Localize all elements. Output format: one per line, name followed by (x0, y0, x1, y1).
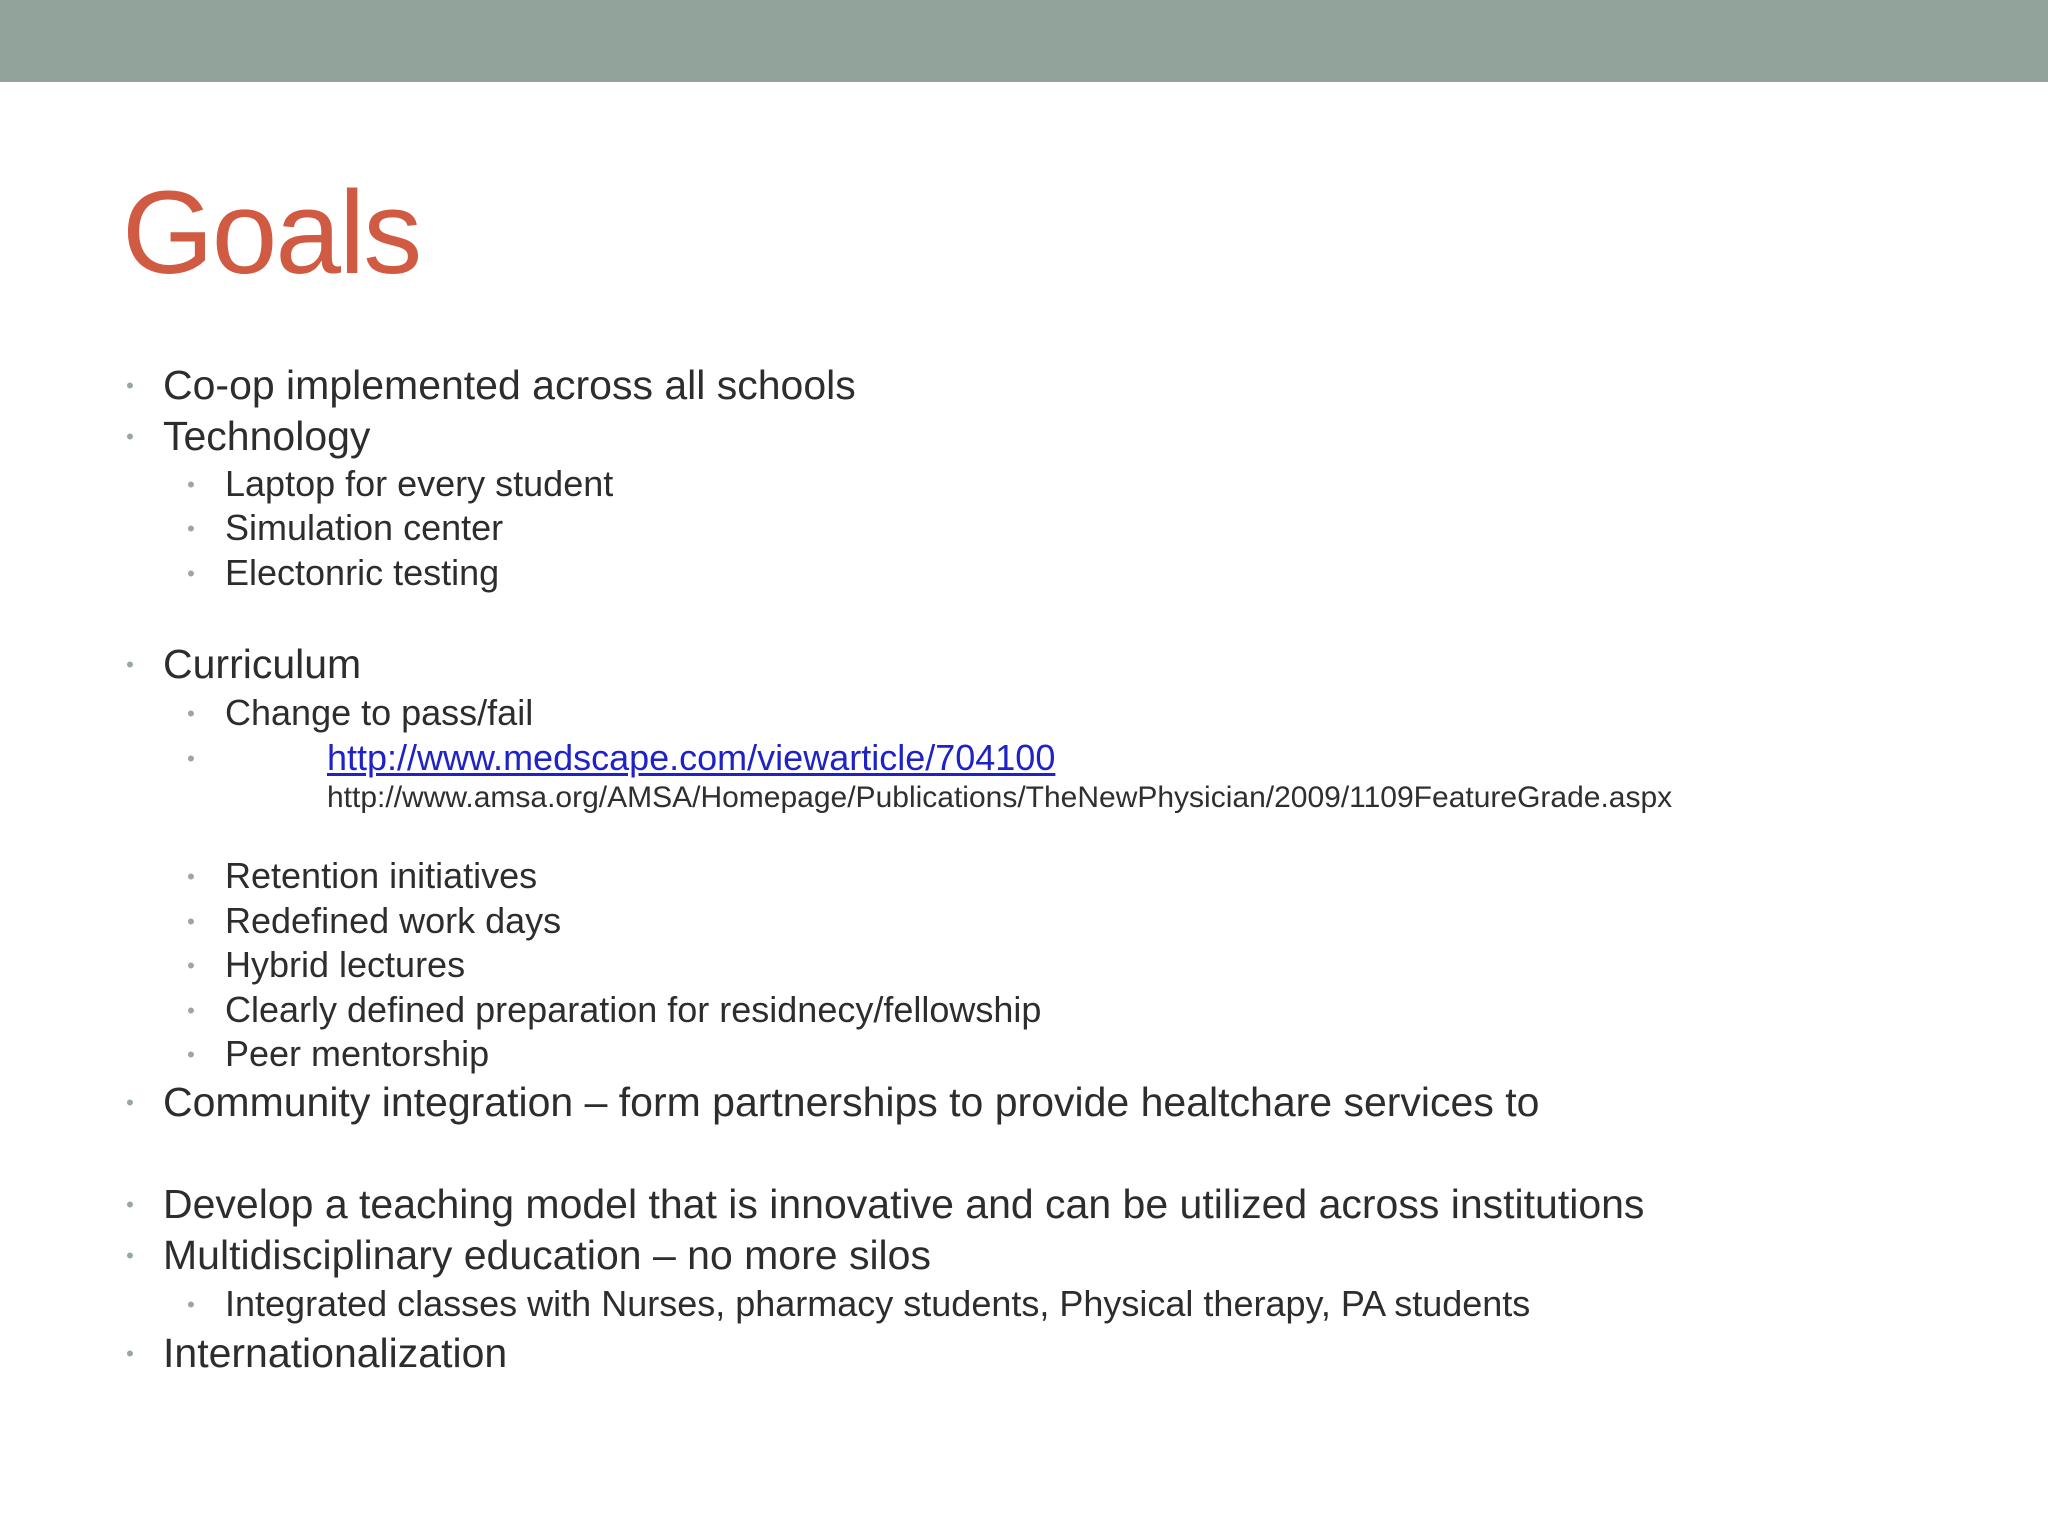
bullet-item-coop: Co-op implemented across all schools (163, 362, 856, 408)
bullet-dot-icon: • (126, 1090, 134, 1115)
bullet-item-community: Community integration – form partnerships to provide healtchare services to (163, 1079, 1540, 1125)
sub-item-hybrid-lectures: Hybrid lectures (225, 944, 466, 985)
sub-bullet-dot-icon: • (187, 472, 195, 497)
sub-item-pass-fail: Change to pass/fail (225, 692, 534, 733)
medscape-link[interactable]: http://www.medscape.com/viewarticle/704100 (327, 737, 1056, 778)
sub-item-retention: Retention initiatives (225, 855, 538, 896)
bullet-item-technology: Technology (163, 413, 371, 459)
sub-item-testing: Electonric testing (225, 552, 500, 593)
bullet-dot-icon: • (126, 1243, 134, 1268)
sub-bullet-dot-icon: • (187, 864, 195, 889)
sub-bullet-dot-icon: • (187, 909, 195, 934)
bullet-item-internationalization: Internationalization (163, 1330, 508, 1376)
bullet-dot-icon: • (126, 652, 134, 677)
sub-item-residency-prep: Clearly defined preparation for residnecy/fellowship (225, 989, 1042, 1030)
bullet-dot-icon: • (126, 1192, 134, 1217)
sub-bullet-dot-icon: • (187, 953, 195, 978)
sub-item-peer-mentorship: Peer mentorship (225, 1033, 490, 1074)
bullet-item-teaching-model: Develop a teaching model that is innovative and can be utilized across institutions (163, 1181, 1645, 1227)
top-accent-bar (0, 0, 2048, 82)
sub-bullet-dot-icon: • (187, 746, 195, 771)
sub-bullet-dot-icon: • (187, 1042, 195, 1067)
sub-item-simulation: Simulation center (225, 507, 504, 548)
bullet-item-multidisciplinary: Multidisciplinary education – no more silos (163, 1232, 931, 1278)
bullet-dot-icon: • (126, 373, 134, 398)
bullet-dot-icon: • (126, 1341, 134, 1366)
bullet-item-curriculum: Curriculum (163, 641, 362, 687)
slide-title: Goals (122, 167, 421, 299)
amsa-url-text: http://www.amsa.org/AMSA/Homepage/Publications/TheNewPhysician/2009/1109FeatureGrade.aspx (327, 781, 1673, 814)
sub-item-work-days: Redefined work days (225, 900, 562, 941)
sub-bullet-dot-icon: • (187, 561, 195, 586)
sub-bullet-dot-icon: • (187, 701, 195, 726)
sub-item-laptop: Laptop for every student (225, 463, 614, 504)
sub-bullet-dot-icon: • (187, 1292, 195, 1317)
sub-bullet-dot-icon: • (187, 516, 195, 541)
sub-item-integrated-classes: Integrated classes with Nurses, pharmacy students, Physical therapy, PA students (225, 1283, 1531, 1324)
bullet-dot-icon: • (126, 424, 134, 449)
sub-bullet-dot-icon: • (187, 998, 195, 1023)
